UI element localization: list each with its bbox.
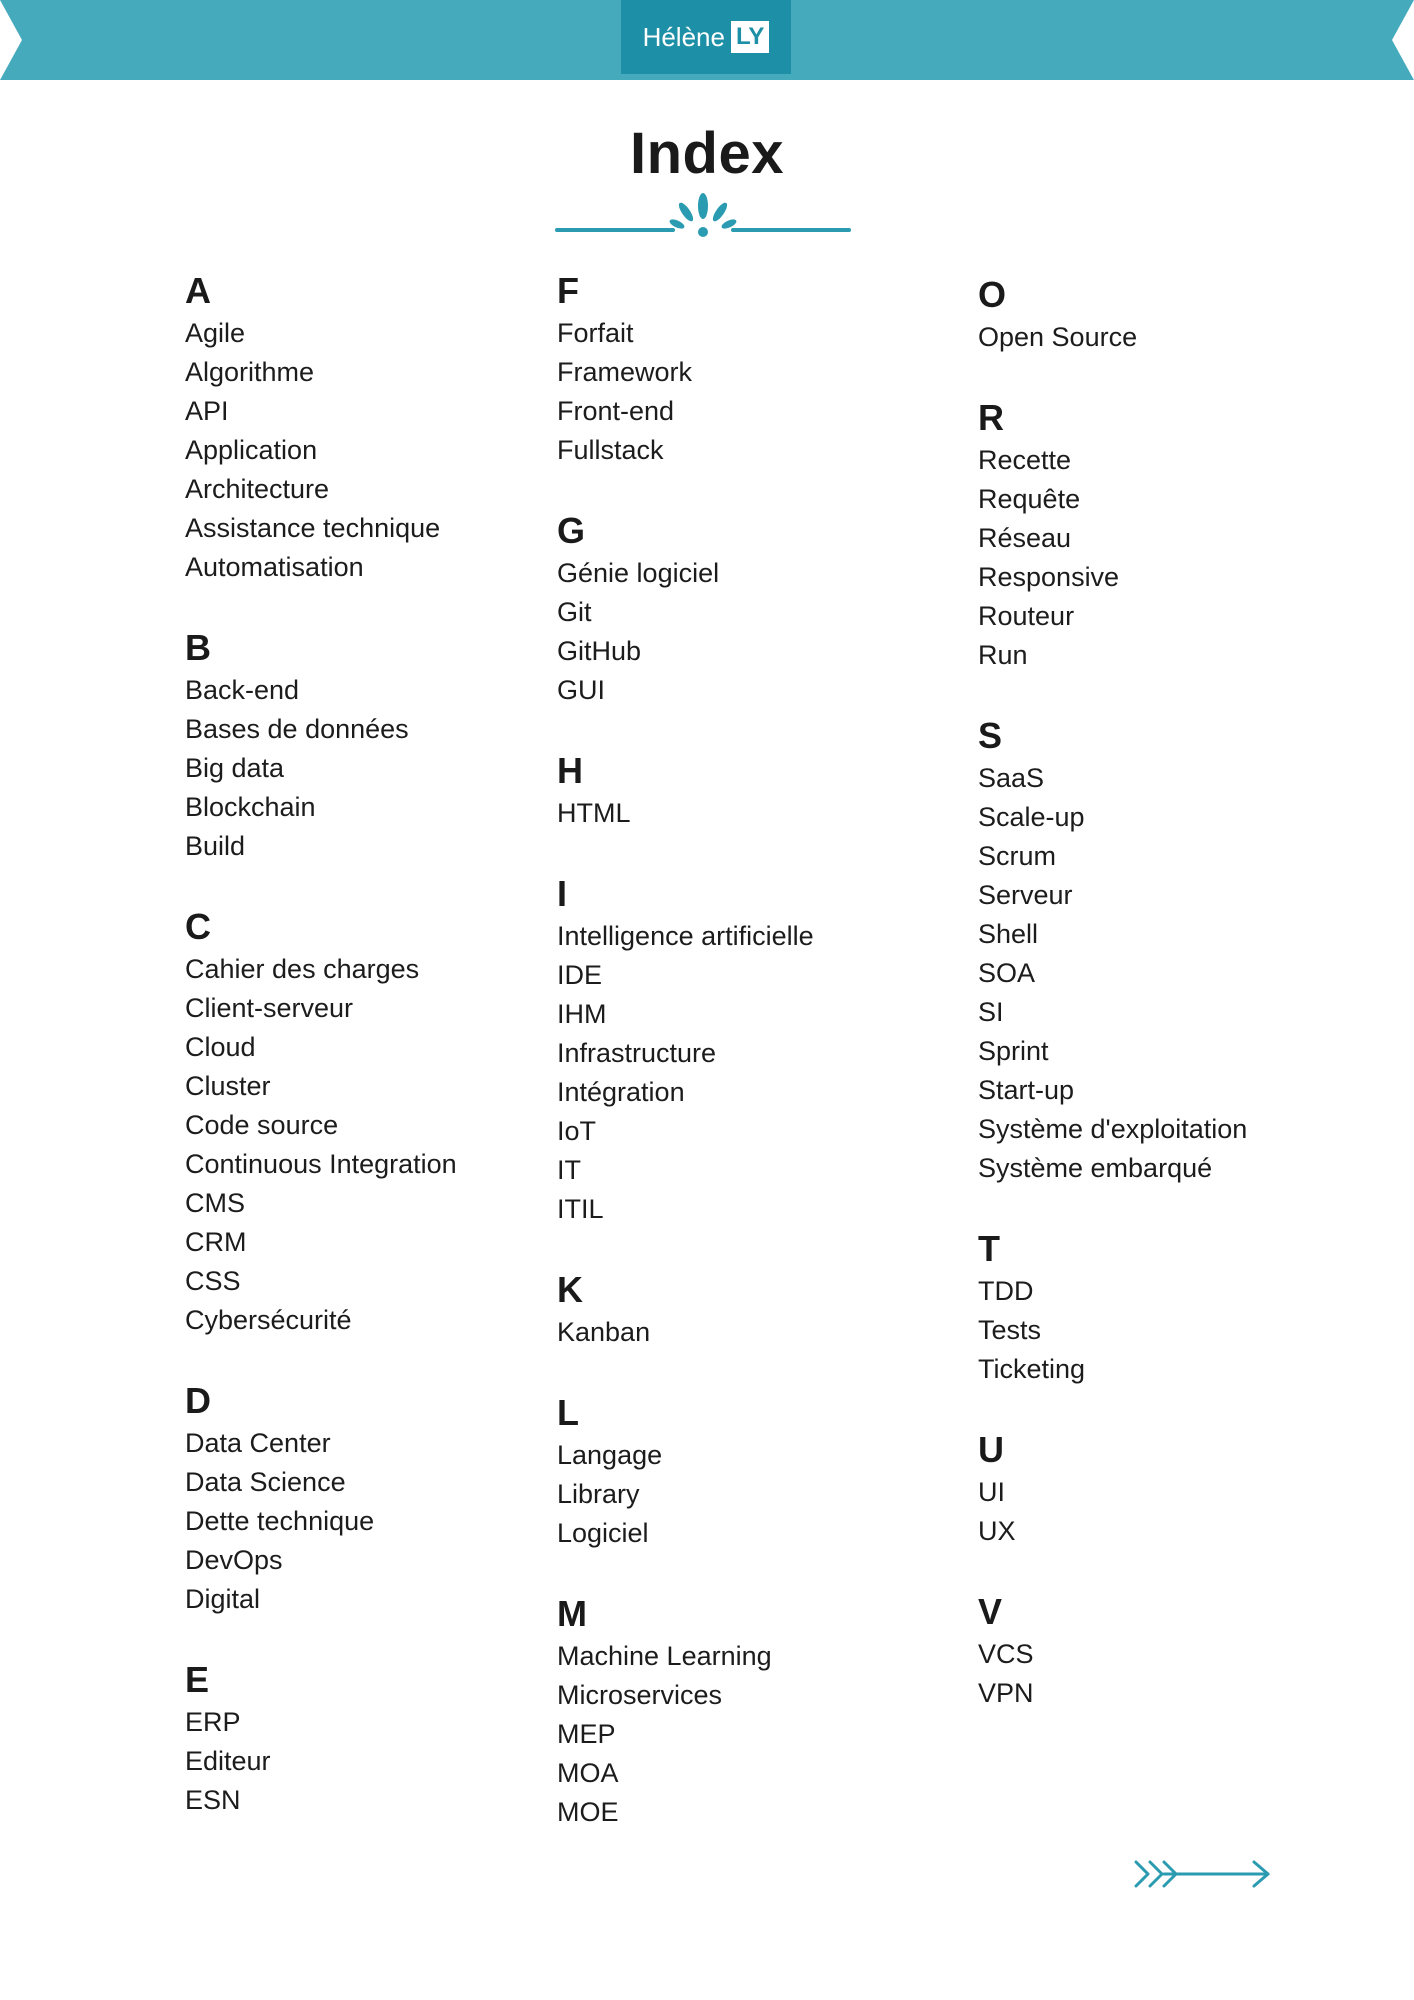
index-term: Routeur — [978, 601, 1075, 631]
index-term: Build — [185, 831, 246, 861]
section-letter: E — [185, 1659, 210, 1700]
term-list — [557, 1637, 814, 1832]
page-title: Index — [630, 121, 784, 186]
index-term: Cahier des charges — [185, 954, 420, 984]
term-list — [185, 314, 457, 587]
index-term: Library — [557, 1479, 640, 1509]
brand-badge: LY — [731, 21, 769, 53]
term-list — [185, 1703, 457, 1820]
index-section-i — [557, 873, 814, 1229]
index-term: Client-serveur — [185, 993, 354, 1023]
index-section-r — [978, 397, 1247, 675]
index-section-c — [185, 906, 457, 1340]
index-term: API — [185, 396, 229, 426]
index-term: CRM — [185, 1227, 247, 1257]
index-column-2 — [557, 270, 814, 1872]
index-term: Microservices — [557, 1680, 723, 1710]
index-term: Cloud — [185, 1032, 256, 1062]
section-letter: G — [557, 510, 586, 551]
index-term: CSS — [185, 1266, 241, 1296]
index-term: Data Science — [185, 1467, 346, 1497]
index-term: SI — [978, 997, 1004, 1027]
index-section-a — [185, 270, 457, 587]
term-list — [978, 759, 1247, 1188]
index-term: MOE — [557, 1797, 619, 1827]
index-term: Continuous Integration — [185, 1149, 457, 1179]
index-term: Application — [185, 435, 318, 465]
section-letter: C — [185, 906, 211, 947]
index-term: Data Center — [185, 1428, 331, 1458]
index-term: Automatisation — [185, 552, 364, 582]
section-letter: H — [557, 750, 583, 791]
term-list — [557, 1313, 814, 1352]
section-letter: M — [557, 1593, 587, 1634]
section-letter: A — [185, 270, 211, 311]
index-term: SOA — [978, 958, 1036, 988]
top-banner — [0, 0, 1414, 80]
index-section-g — [557, 510, 814, 710]
term-list — [557, 917, 814, 1229]
index-term: Génie logiciel — [557, 558, 720, 588]
term-list — [185, 671, 457, 866]
index-term: Shell — [978, 919, 1039, 949]
section-letter: I — [557, 873, 568, 914]
term-list — [978, 1635, 1247, 1713]
index-section-b — [185, 627, 457, 866]
index-term: Framework — [557, 357, 693, 387]
index-term: Recette — [978, 445, 1072, 475]
index-term: Scale-up — [978, 802, 1085, 832]
section-letter: U — [978, 1429, 1004, 1470]
section-letter: T — [978, 1228, 1000, 1269]
term-list — [557, 794, 814, 833]
index-section-k — [557, 1269, 814, 1352]
next-arrow-icon[interactable] — [1132, 1856, 1272, 1892]
index-term: Dette technique — [185, 1506, 375, 1536]
brand-name: Hélène — [642, 21, 725, 52]
section-letter: D — [185, 1380, 211, 1421]
term-list — [557, 554, 814, 710]
index-term: Kanban — [557, 1317, 651, 1347]
index-term: IoT — [557, 1116, 597, 1146]
index-section-v — [978, 1591, 1247, 1713]
term-list — [978, 1473, 1247, 1551]
index-column-1 — [185, 270, 457, 1860]
index-section-t — [978, 1228, 1247, 1389]
index-term: CMS — [185, 1188, 245, 1218]
index-section-d — [185, 1380, 457, 1619]
index-term: Digital — [185, 1584, 261, 1614]
index-term: Tests — [978, 1315, 1042, 1345]
index-term: Back-end — [185, 675, 300, 705]
index-term: Architecture — [185, 474, 330, 504]
brand-logo — [621, 0, 791, 74]
index-term: ERP — [185, 1707, 241, 1737]
index-section-u — [978, 1429, 1247, 1551]
section-letter: F — [557, 270, 579, 311]
index-term: Start-up — [978, 1075, 1075, 1105]
index-term: Agile — [185, 318, 246, 348]
index-term: Blockchain — [185, 792, 316, 822]
index-term: Sprint — [978, 1036, 1049, 1066]
index-term: VCS — [978, 1639, 1034, 1669]
index-column-3 — [978, 274, 1247, 1753]
index-term: Forfait — [557, 318, 634, 348]
index-term: Cluster — [185, 1071, 271, 1101]
index-term: UX — [978, 1516, 1016, 1546]
index-term: Bases de données — [185, 714, 409, 744]
index-term: Open Source — [978, 322, 1138, 352]
index-term: IDE — [557, 960, 603, 990]
section-letter: R — [978, 397, 1004, 438]
index-term: Système embarqué — [978, 1153, 1213, 1183]
index-term: Scrum — [978, 841, 1057, 871]
index-term: Réseau — [978, 523, 1072, 553]
index-term: IHM — [557, 999, 607, 1029]
index-term: IT — [557, 1155, 581, 1185]
index-term: Big data — [185, 753, 285, 783]
index-term: Editeur — [185, 1746, 271, 1776]
term-list — [185, 950, 457, 1340]
term-list — [557, 314, 814, 470]
index-term: Algorithme — [185, 357, 315, 387]
index-term: Git — [557, 597, 592, 627]
index-term: Langage — [557, 1440, 663, 1470]
index-section-o — [978, 274, 1247, 357]
section-letter: V — [978, 1591, 1003, 1632]
index-section-f — [557, 270, 814, 470]
section-letter: B — [185, 627, 211, 668]
index-term: Run — [978, 640, 1028, 670]
section-letter: O — [978, 274, 1007, 315]
index-term: DevOps — [185, 1545, 283, 1575]
section-letter: K — [557, 1269, 583, 1310]
index-term: ITIL — [557, 1194, 604, 1224]
term-list — [557, 1436, 814, 1553]
index-section-l — [557, 1392, 814, 1553]
index-term: Fullstack — [557, 435, 664, 465]
index-term: Code source — [185, 1110, 339, 1140]
index-term: Responsive — [978, 562, 1120, 592]
section-letter: S — [978, 715, 1003, 756]
term-list — [978, 441, 1247, 675]
index-term: Système d'exploitation — [978, 1114, 1248, 1144]
index-term: Cybersécurité — [185, 1305, 352, 1335]
index-term: SaaS — [978, 763, 1045, 793]
section-letter: L — [557, 1392, 579, 1433]
index-term: GUI — [557, 675, 606, 705]
index-term: Infrastructure — [557, 1038, 717, 1068]
index-term: GitHub — [557, 636, 642, 666]
index-term: VPN — [978, 1678, 1034, 1708]
index-term: Front-end — [557, 396, 675, 426]
term-list — [185, 1424, 457, 1619]
index-term: Logiciel — [557, 1518, 649, 1548]
index-term: Assistance technique — [185, 513, 441, 543]
index-term: ESN — [185, 1785, 241, 1815]
index-term: Intelligence artificielle — [557, 921, 814, 951]
term-list — [978, 1272, 1247, 1389]
index-section-s — [978, 715, 1247, 1188]
index-term: HTML — [557, 798, 631, 828]
index-section-m — [557, 1593, 814, 1832]
index-term: UI — [978, 1477, 1005, 1507]
index-term: MOA — [557, 1758, 619, 1788]
index-term: MEP — [557, 1719, 616, 1749]
index-term: Requête — [978, 484, 1081, 514]
index-term: Serveur — [978, 880, 1073, 910]
index-term: Intégration — [557, 1077, 685, 1107]
index-section-h — [557, 750, 814, 833]
index-section-e — [185, 1659, 457, 1820]
term-list — [978, 318, 1247, 357]
sparkle-divider-icon — [553, 190, 853, 240]
index-term: Ticketing — [978, 1354, 1086, 1384]
index-term: Machine Learning — [557, 1641, 772, 1671]
index-term: TDD — [978, 1276, 1034, 1306]
